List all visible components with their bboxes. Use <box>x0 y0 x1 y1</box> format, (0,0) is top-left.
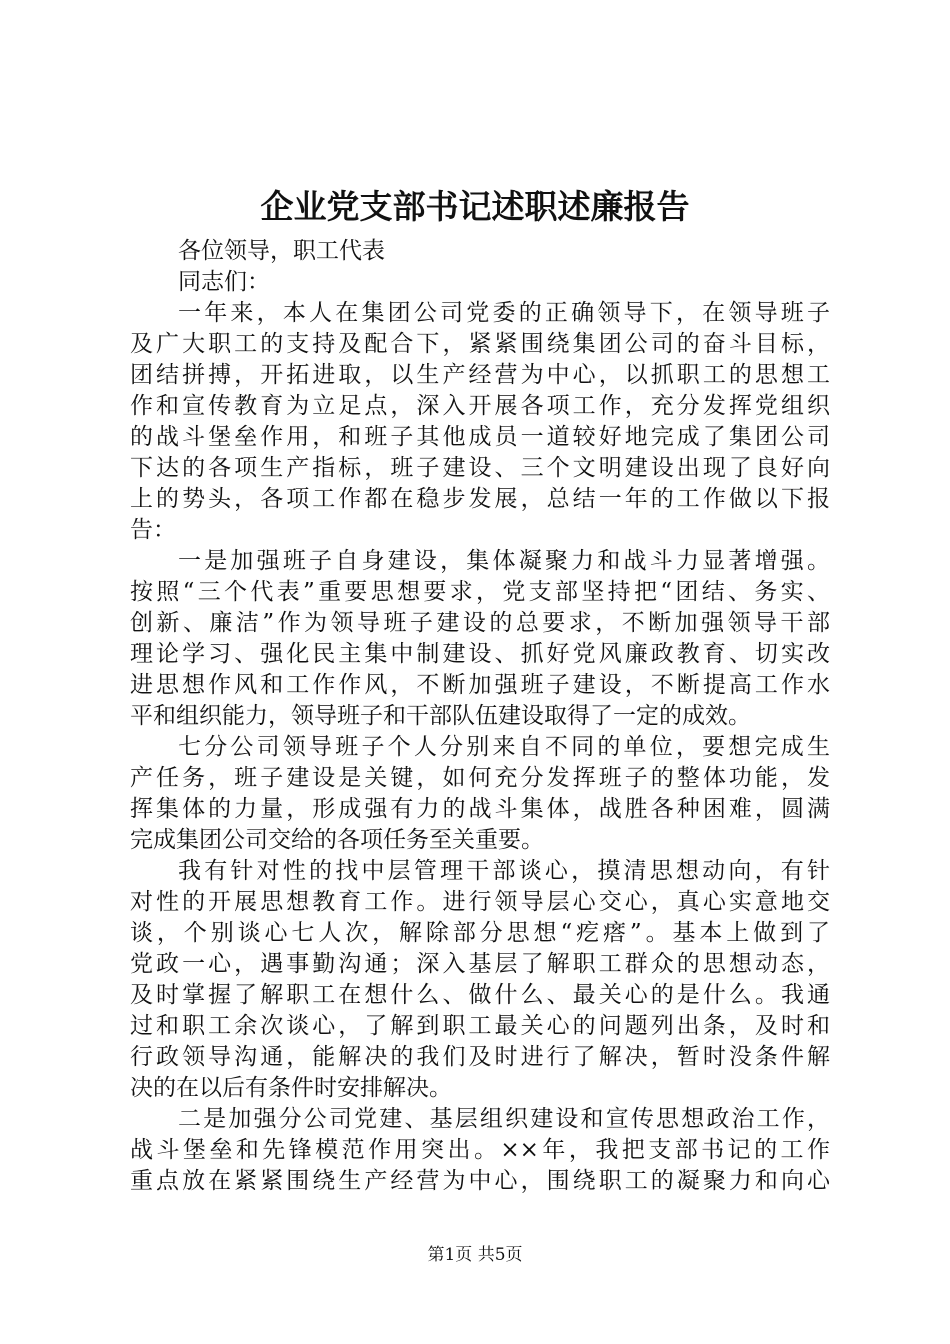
body-line: 告： <box>130 517 176 543</box>
body-line: 二是加强分公司党建、基层组织建设和宣传思想政治工作， <box>178 1106 830 1132</box>
body-line: 理论学习、强化民主集中制建设、抓好党风廉政教育、切实改 <box>130 641 830 667</box>
body-line: 产任务，班子建设是关键，如何充分发挥班子的整体功能，发 <box>130 765 830 791</box>
body-line: 一年来，本人在集团公司党委的正确领导下，在领导班子 <box>178 300 830 326</box>
body-line: 下达的各项生产指标，班子建设、三个文明建设出现了良好向 <box>130 455 830 481</box>
body-line: 我有针对性的找中层管理干部谈心，摸清思想动向，有针 <box>178 858 830 884</box>
body-line: 平和组织能力，领导班子和干部队伍建设取得了一定的成效。 <box>130 703 751 729</box>
body-line: 的战斗堡垒作用，和班子其他成员一道较好地完成了集团公司 <box>130 424 830 450</box>
body-line: 重点放在紧紧围绕生产经营为中心，围绕职工的凝聚力和向心 <box>130 1168 830 1194</box>
body-line: 团结拼搏，开拓进取，以生产经营为中心，以抓职工的思想工 <box>130 362 830 388</box>
body-line: 同志们： <box>178 269 270 295</box>
body-line: 进思想作风和工作作风，不断加强班子建设，不断提高工作水 <box>130 672 830 698</box>
body-line: 过和职工余次谈心，了解到职工最关心的问题列出条，及时和 <box>130 1013 830 1039</box>
body-line: 作和宣传教育为立足点，深入开展各项工作，充分发挥党组织 <box>130 393 830 419</box>
body-line: 党政一心，遇事勤沟通；深入基层了解职工群众的思想动态， <box>130 951 830 977</box>
body-line: 各位领导，职工代表 <box>178 238 385 264</box>
body-line: 及广大职工的支持及配合下，紧紧围绕集团公司的奋斗目标， <box>130 331 830 357</box>
body-line: 对性的开展思想教育工作。进行领导层心交心，真心实意地交 <box>130 889 830 915</box>
body-line: 上的势头，各项工作都在稳步发展，总结一年的工作做以下报 <box>130 486 830 512</box>
body-line: 谈，个别谈心七人次，解除部分思想“疙瘩”。基本上做到了 <box>130 920 830 946</box>
body-line: 一是加强班子自身建设，集体凝聚力和战斗力显著增强。 <box>178 548 830 574</box>
body-line: 行政领导沟通，能解决的我们及时进行了解决，暂时没条件解 <box>130 1044 830 1070</box>
body-line: 挥集体的力量，形成强有力的战斗集体，战胜各种困难，圆满 <box>130 796 830 822</box>
body-line: 决的在以后有条件时安排解决。 <box>130 1075 452 1101</box>
document-title: 企业党支部书记述职述廉报告 <box>260 187 690 226</box>
body-line: 七分公司领导班子个人分别来自不同的单位，要想完成生 <box>178 734 830 760</box>
body-line: 及时掌握了解职工在想什么、做什么、最关心的是什么。我通 <box>130 982 830 1008</box>
body-line: 战斗堡垒和先锋模范作用突出。××年，我把支部书记的工作 <box>130 1137 830 1163</box>
body-line: 按照“三个代表”重要思想要求，党支部坚持把“团结、务实、 <box>130 579 830 605</box>
document-body <box>130 236 830 1197</box>
page-footer: 第1页 共5页 <box>427 1245 523 1265</box>
body-line: 完成集团公司交给的各项任务至关重要。 <box>130 827 544 853</box>
body-line: 创新、廉洁”作为领导班子建设的总要求，不断加强领导干部 <box>130 610 830 636</box>
